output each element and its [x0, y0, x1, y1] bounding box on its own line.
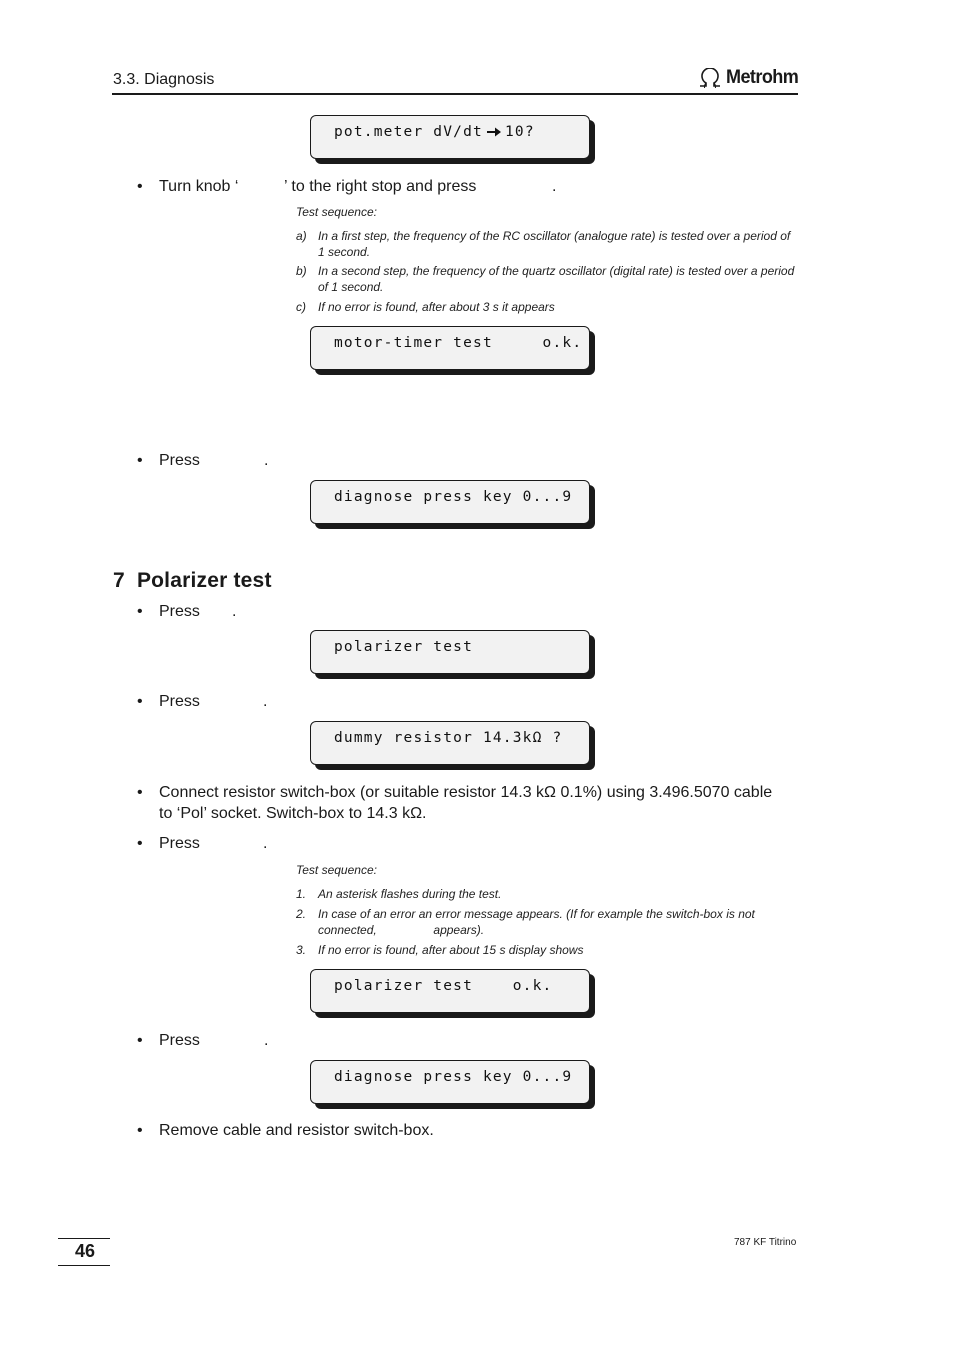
step-press-dot: .: [232, 603, 237, 620]
sequence-index: a): [296, 229, 307, 243]
lcd-display-diagnose: [310, 480, 590, 524]
lcd-text: dummy resistor 14.3kΩ ?: [334, 730, 563, 746]
footer-product-name: 787 KF Titrino: [734, 1237, 797, 1248]
step-press: Press: [159, 603, 200, 620]
step-turn-knob-b: ’ to the right stop and press: [284, 178, 477, 195]
lcd-display-potmeter: [310, 115, 590, 159]
section-heading: 7 Polarizer test: [113, 569, 272, 592]
bullet-marker: •: [137, 603, 143, 620]
sequence-index: c): [296, 300, 306, 314]
lcd-display-polarizer-ok: [310, 969, 590, 1013]
test-sequence-label: Test sequence:: [296, 205, 377, 219]
step-press-dot: .: [264, 452, 269, 469]
lcd-text: motor-timer test o.k.: [334, 335, 583, 351]
lcd-display-diagnose-2: [310, 1060, 590, 1104]
sequence-index: 1.: [296, 887, 307, 901]
sequence-text: In a second step, the frequency of the quartz oscillator (digital rate) is tested over a period of 1 second.: [318, 264, 795, 294]
bullet-marker: •: [137, 178, 143, 195]
page-number: 46: [74, 1241, 96, 1261]
lcd-text: polarizer test o.k.: [334, 978, 553, 994]
sequence-text: If no error is found, after about 3 s it appears: [318, 300, 555, 314]
header-section-title: 3.3. Diagnosis: [113, 71, 215, 88]
step-press: Press: [159, 693, 200, 710]
lcd-potmeter-value: 10?: [504, 124, 535, 140]
bullet-marker: •: [137, 784, 143, 801]
lcd-text: diagnose press key 0...9: [334, 1069, 573, 1085]
step-press: Press: [159, 835, 200, 852]
lcd-text: [334, 124, 535, 140]
sequence-text: If no error is found, after about 15 s display shows: [318, 943, 584, 957]
step-connect: Connect resistor switch-box (or suitable resistor 14.3 kΩ 0.1%) using 3.496.5070 cable to ‘Pol’ socket. Switch-box to 14.3 kΩ.: [159, 784, 773, 822]
sequence-index: 3.: [296, 943, 307, 957]
lcd-potmeter-label: pot.meter dV/dt: [334, 124, 483, 140]
sequence-index: b): [296, 264, 307, 278]
step-turn-knob-a: Turn knob ‘: [159, 178, 239, 195]
lcd-display-dummy-resistor: [310, 721, 590, 765]
arrow-right-icon: [486, 126, 502, 138]
lcd-display-motor-timer: [310, 326, 590, 370]
step-press: Press: [159, 452, 200, 469]
page-number-rule-bottom: [58, 1265, 110, 1266]
step-turn-knob-c: .: [552, 178, 557, 195]
sequence-text: In a first step, the frequency of the RC oscillator (analogue rate) is tested over a period of 1 second.: [318, 229, 791, 259]
step-press-dot: .: [263, 693, 268, 710]
sequence-text: In case of an error an error message appears. (If for example the switch-box is not connected, appears).: [318, 907, 759, 937]
brand-logo-text: Metrohm: [726, 67, 799, 88]
step-press: Press: [159, 1032, 200, 1049]
page-number-rule-top: [58, 1238, 110, 1239]
brand-logo: [697, 66, 802, 90]
bullet-marker: •: [137, 1032, 143, 1049]
lcd-display-polarizer: [310, 630, 590, 674]
sequence-index: 2.: [296, 907, 307, 921]
step-remove: Remove cable and resistor switch-box.: [159, 1122, 434, 1139]
bullet-marker: •: [137, 1122, 143, 1139]
step-press-dot: .: [263, 835, 268, 852]
omega-logo-icon: [697, 68, 723, 88]
bullet-marker: •: [137, 452, 143, 469]
header-rule: [112, 93, 798, 95]
sequence-text: An asterisk flashes during the test.: [318, 887, 502, 901]
test-sequence-label: Test sequence:: [296, 863, 377, 877]
step-press-dot: .: [264, 1032, 269, 1049]
lcd-text: polarizer test: [334, 639, 474, 655]
bullet-marker: •: [137, 835, 143, 852]
lcd-text: diagnose press key 0...9: [334, 489, 573, 505]
bullet-marker: •: [137, 693, 143, 710]
